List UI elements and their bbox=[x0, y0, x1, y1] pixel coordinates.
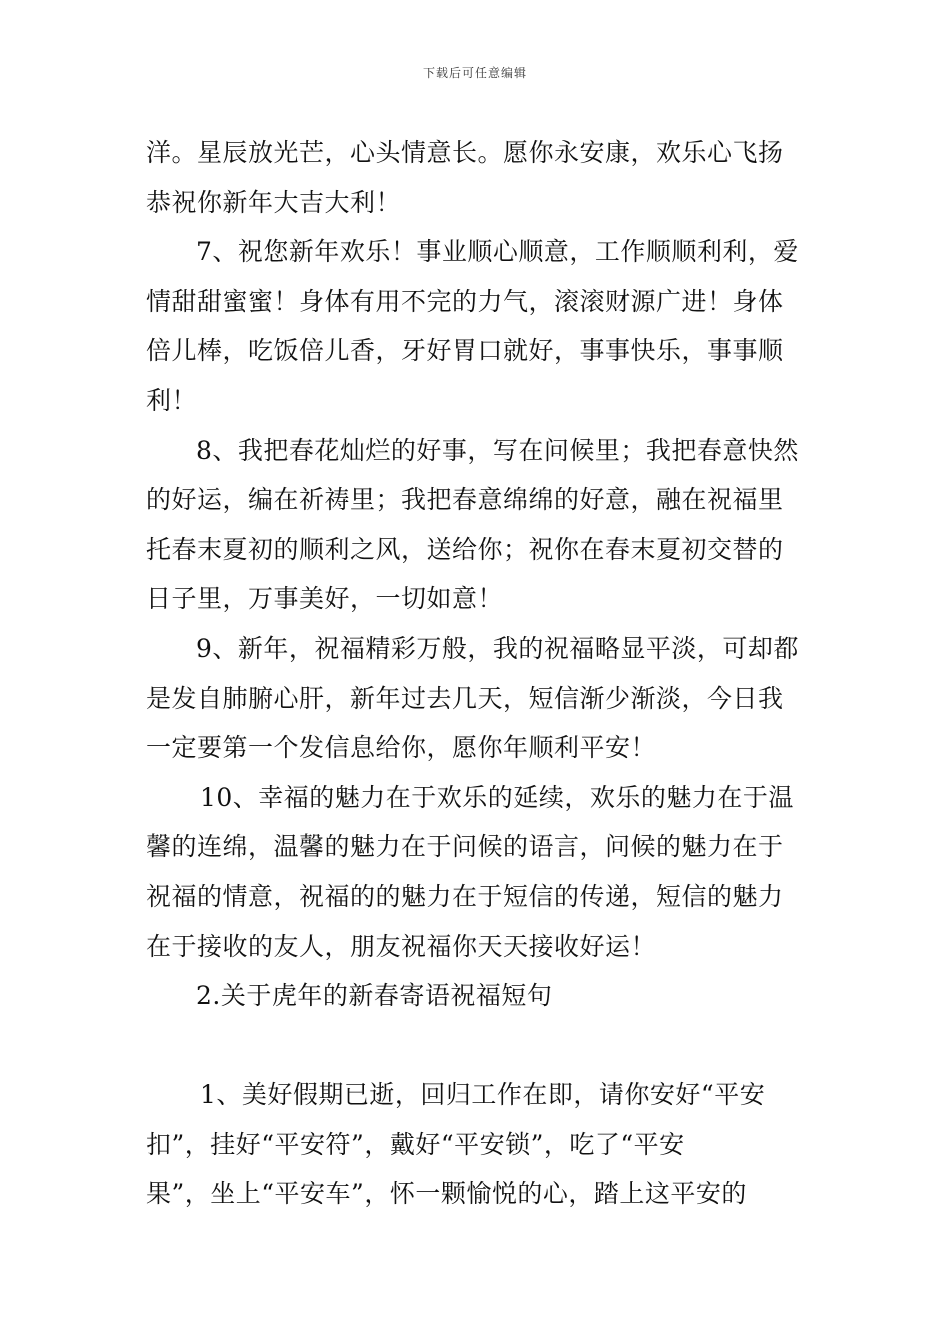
section-heading: 2.关于虎年的新春寄语祝福短句 bbox=[196, 981, 553, 1011]
text-line: 在于接收的友人，朋友祝福你天天接收好运！ bbox=[146, 931, 657, 961]
text-line: 馨的连绵，温馨的魅力在于问候的语言，问候的魅力在于 bbox=[146, 832, 784, 862]
text-line: 利！ bbox=[146, 385, 198, 415]
text-line: 洋。星辰放光芒，心头情意长。愿你永安康，欢乐心飞扬 bbox=[146, 138, 784, 167]
paragraph-10-line: 10、幸福的魅力在于欢乐的延续，欢乐的魅力在于温 bbox=[200, 782, 794, 812]
text-line: 日子里，万事美好，一切如意！ bbox=[146, 584, 504, 614]
text-line: 情甜甜蜜蜜！身体有用不完的力气，滚滚财源广进！身体 bbox=[146, 286, 784, 316]
page-header: 下载后可任意编辑 bbox=[422, 66, 527, 80]
blank-line bbox=[146, 1021, 810, 1071]
text-line: 恭祝你新年大吉大利！ bbox=[146, 187, 402, 217]
paragraph-7-line: 7、祝您新年欢乐！事业顺心顺意，工作顺顺利利，爱 bbox=[196, 237, 799, 267]
text-line: 果”，坐上“平安车”，怀一颗愉悦的心，踏上这平安的 bbox=[146, 1179, 747, 1209]
paragraph-9-line: 9、新年，祝福精彩万般，我的祝福略显平淡，可却都 bbox=[196, 633, 799, 663]
text-line: 托春末夏初的顺利之风，送给你；祝你在春末夏初交替的 bbox=[146, 534, 784, 564]
text-line: 祝福的情意，祝福的的魅力在于短信的传递，短信的魅力 bbox=[146, 881, 784, 911]
text-line: 扣”，挂好“平安符”，戴好“平安锁”，吃了“平安 bbox=[146, 1129, 685, 1159]
paragraph-1-line: 1、美好假期已逝，回归工作在即，请你安好“平安 bbox=[200, 1080, 766, 1110]
paragraph-8-line: 8、我把春花灿烂的好事，写在问候里；我把春意快然 bbox=[196, 435, 799, 465]
text-line: 的好运，编在祈祷里；我把春意绵绵的好意，融在祝福里 bbox=[146, 485, 784, 515]
text-line: 是发自肺腑心肝，新年过去几天，短信渐少渐淡，今日我 bbox=[146, 683, 784, 713]
text-line: 一定要第一个发信息给你，愿你年顺利平安！ bbox=[146, 733, 657, 763]
document-body bbox=[146, 128, 810, 1219]
text-line: 倍儿棒，吃饭倍儿香，牙好胃口就好，事事快乐，事事顺 bbox=[146, 336, 784, 366]
